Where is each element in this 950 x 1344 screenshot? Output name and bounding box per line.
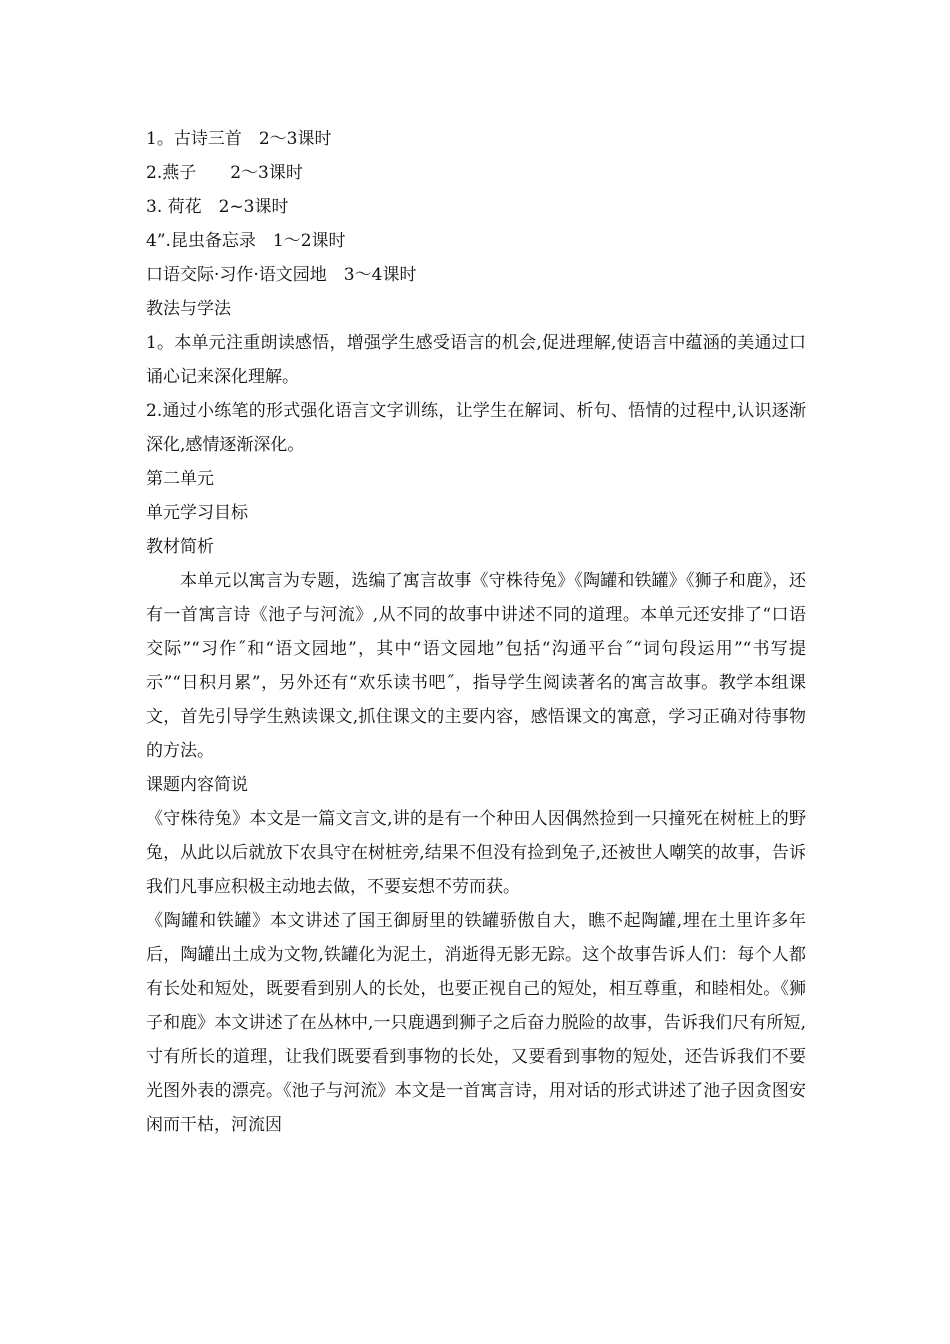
- document-page: [146, 122, 806, 1142]
- lesson-plan-line-3: 3. 荷花 2~3课时: [146, 197, 289, 217]
- goals-heading: 单元学习目标: [146, 503, 248, 523]
- analysis-heading: 教材简析: [146, 537, 214, 557]
- lesson-plan-line-4: 4”.昆虫备忘录 1～2课时: [146, 231, 346, 251]
- methods-heading: 教法与学法: [146, 299, 231, 319]
- summary-heading: 课题内容简说: [146, 775, 248, 795]
- summary-paragraph-2: 《陶罐和铁罐》本文讲述了国王御厨里的铁罐骄傲自大，瞧不起陶罐,埋在土里许多年后，陶罐出土成为文物,铁罐化为泥土，消逝得无影无踪。这个故事告诉人们：每个人都有长处和短处，既要看到别人的长处，也要正视自己的短处，相互尊重，和睦相处。《狮子和鹿》本文讲述了在丛林中,一只鹿遇到狮子之后奋力脱险的故事，告诉我们尺有所短,寸有所长的道理，让我们既要看到事物的长处，又要看到事物的短处，还告诉我们不要光图外表的漂亮。《池子与河流》本文是一首寓言诗，用对话的形式讲述了池子因贪图安闲而干枯，河流因: [146, 911, 806, 1135]
- methods-paragraph-2: 2.通过小练笔的形式强化语言文字训练，让学生在解词、析句、悟情的过程中,认识逐渐深化,感情逐渐深化。: [146, 401, 806, 455]
- lesson-plan-line-1: 1。古诗三首 2～3课时: [146, 129, 332, 149]
- unit-heading: 第二单元: [146, 469, 214, 489]
- lesson-plan-line-2: 2.燕子 2～3课时: [146, 163, 303, 183]
- analysis-paragraph: 本单元以寓言为专题，选编了寓言故事《守株待兔》《陶罐和铁罐》《狮子和鹿》，还有一首寓言诗《池子与河流》,从不同的故事中讲述不同的道理。本单元还安排了“口语交际”“习作˝和“语文园地”，其中“语文园地”包括“沟通平台˝“词句段运用”“书写提示”“日积月累”，另外还有“欢乐读书吧˝，指导学生阅读著名的寓言故事。教学本组课文，首先引导学生熟读课文,抓住课文的主要内容，感悟课文的寓意，学习正确对待事物的方法。: [146, 571, 806, 761]
- summary-paragraph-1: 《守株待兔》本文是一篇文言文,讲的是有一个种田人因偶然捡到一只撞死在树桩上的野兔，从此以后就放下农具守在树桩旁,结果不但没有捡到兔子,还被世人嘲笑的故事，告诉我们凡事应积极主动地去做，不要妄想不劳而获。: [146, 809, 806, 897]
- methods-paragraph-1: 1。本单元注重朗读感悟，增强学生感受语言的机会,促进理解,使语言中蕴涵的美通过口诵心记来深化理解。: [146, 333, 806, 387]
- lesson-plan-line-5: 口语交际·习作·语文园地 3～4课时: [146, 265, 417, 285]
